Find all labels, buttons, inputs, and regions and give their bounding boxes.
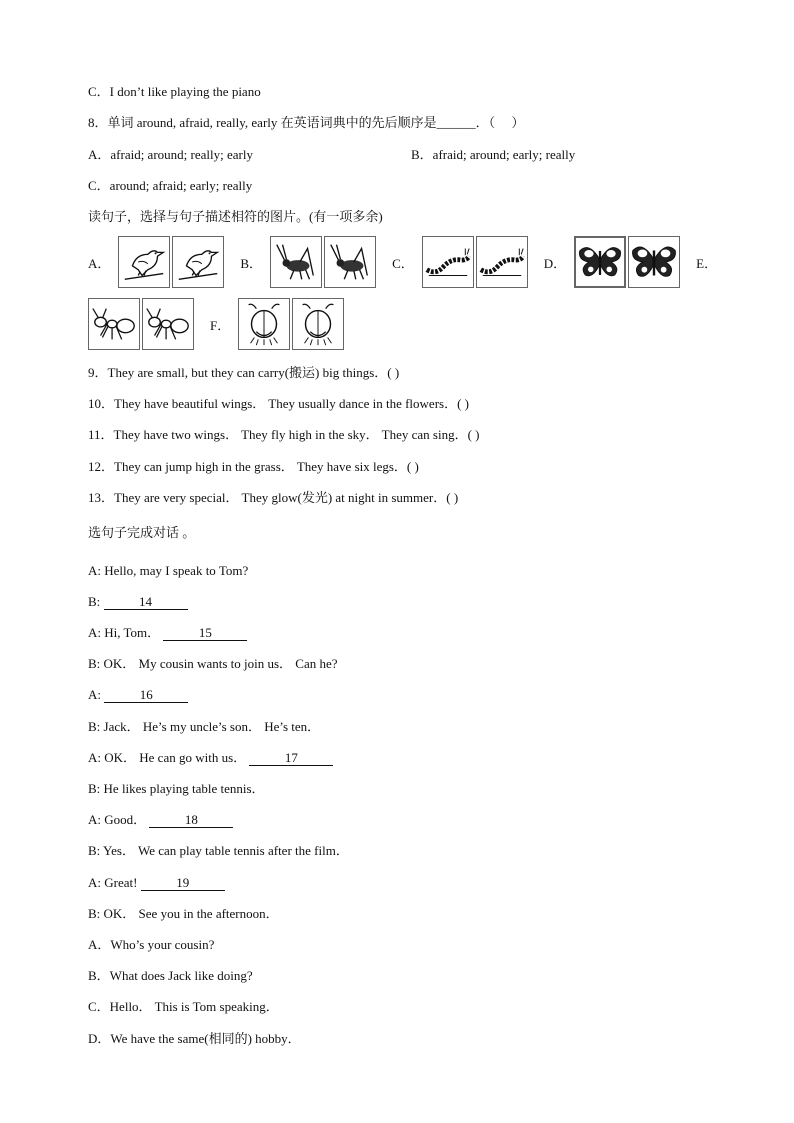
q8-option-b: B．afraid; around; early; really (411, 147, 576, 162)
picture-option-c (392, 236, 530, 288)
question-13: 13．They are very special． They glow(发光) at night in summer．( ) (88, 490, 459, 505)
dialog-line-4: B: OK． My cousin wants to join us． Can he? (88, 656, 338, 671)
picture-row-1 (88, 236, 739, 288)
picture-option-e (88, 298, 196, 350)
dialog-line-2 (88, 594, 188, 610)
dialog-line-10: B: Yes． We can play table tennis after the film． (88, 843, 349, 858)
question-11: 11．They have two wings． They fly high in the sky． They can sing．( ) (88, 427, 480, 442)
dialog-speaker: A: (88, 687, 105, 702)
question-9: 9．They are small, but they can carry(搬运) big things．( ) (88, 365, 400, 380)
ant-icon (142, 298, 194, 350)
option-letter: D． (543, 255, 567, 271)
dialog-text: A: OK． He can go with us． (88, 750, 247, 765)
caterpillar-icon (476, 236, 528, 288)
butterfly-icon (574, 236, 626, 288)
caterpillar-icon (422, 236, 474, 288)
picture-row-2 (88, 298, 360, 350)
grasshopper-icon (324, 236, 376, 288)
question-12: 12．They can jump high in the grass． They have six legs．( ) (88, 459, 419, 474)
choice-d: D．We have the same(相同的) hobby． (88, 1031, 301, 1046)
option-letter: C． (392, 255, 414, 271)
dialog-text: A: Great! (88, 875, 138, 890)
option-letter: F． (210, 317, 231, 333)
question-10: 10．They have beautiful wings． They usually dance in the flowers．( ) (88, 396, 469, 411)
answer-blank-18[interactable]: 18 (149, 813, 233, 828)
picture-option-e-label (696, 253, 725, 272)
dialog-speaker: B: (88, 594, 104, 609)
q8-stem: 8．单词 around, afraid, really, early 在英语词典中的先后顺序是______．（ ） (88, 115, 525, 130)
picture-option-b (240, 236, 378, 288)
option-letter: A． (88, 255, 111, 271)
picture-option-f (210, 298, 346, 350)
picture-option-a (88, 236, 226, 288)
dialog-line-3 (88, 625, 247, 641)
dialog-text: A: Good． (88, 812, 147, 827)
option-letter: B． (240, 255, 263, 271)
q8-option-c: C．around; afraid; early; really (88, 178, 253, 193)
choice-b: B．What does Jack like doing? (88, 968, 253, 983)
dialog-line-11 (88, 875, 225, 891)
answer-blank-14[interactable]: 14 (104, 595, 188, 610)
firefly-icon (292, 298, 344, 350)
firefly-icon (238, 298, 290, 350)
answer-blank-16[interactable]: 16 (104, 688, 188, 703)
butterfly-icon (628, 236, 680, 288)
dialog-line-7 (88, 750, 333, 766)
q7-option-c: C．I don’t like playing the piano (88, 84, 261, 99)
dialog-line-12: B: OK． See you in the afternoon． (88, 906, 279, 921)
dialog-line-1: A: Hello, may I speak to Tom? (88, 563, 249, 578)
q8-option-a: A．afraid; around; really; early (88, 147, 253, 162)
choice-c: C．Hello． This is Tom speaking． (88, 999, 279, 1014)
bird-icon (172, 236, 224, 288)
ant-icon (88, 298, 140, 350)
bird-icon (118, 236, 170, 288)
grasshopper-icon (270, 236, 322, 288)
dialog-line-6: B: Jack． He’s my uncle’s son． He’s ten． (88, 719, 321, 734)
choice-a: A．Who’s your cousin? (88, 937, 215, 952)
dialog-text: A: Hi, Tom． (88, 625, 161, 640)
option-letter: E． (696, 255, 718, 271)
section-dialog-title: 选句子完成对话 。 (88, 525, 196, 540)
answer-blank-15[interactable]: 15 (163, 626, 247, 641)
answer-blank-17[interactable]: 17 (249, 751, 333, 766)
dialog-line-9 (88, 812, 233, 828)
section-read-title: 读句子，选择与句子描述相符的图片。(有一项多余) (88, 209, 383, 224)
dialog-line-8: B: He likes playing table tennis． (88, 781, 265, 796)
answer-blank-19[interactable]: 19 (141, 876, 225, 891)
picture-option-d (544, 236, 682, 288)
dialog-line-5 (88, 687, 188, 703)
